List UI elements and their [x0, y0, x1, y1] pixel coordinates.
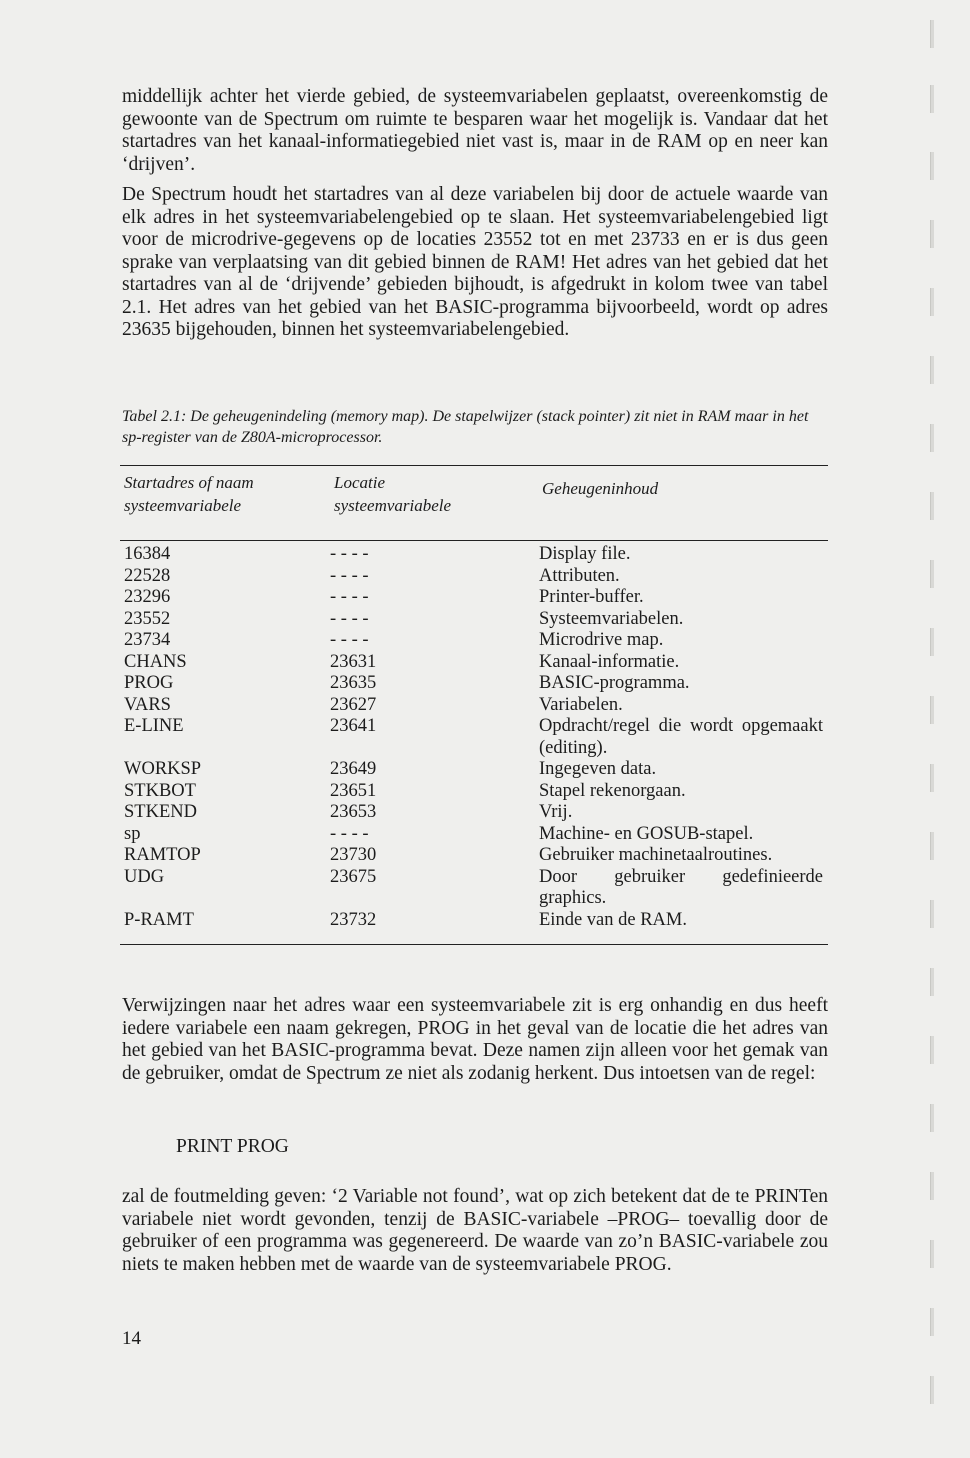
code-example: PRINT PROG: [176, 1136, 289, 1157]
edge-mark: [930, 1036, 934, 1064]
cell-location: 23653: [330, 802, 377, 822]
cell-content: Stapel rekenorgaan.: [539, 780, 686, 801]
paragraph-3: [122, 995, 828, 1085]
paragraph-4-text: zal de foutmelding geven: ‘2 Variable not found’, wat op zich betekent dat de te PRINTen variabele niet wordt gevonden, tenzij de BASIC-variabele –PROG– toevallig door de gebruiker of een programma was gegenereerd. De waarde van zo’n BASIC-variabele zou niets te maken hebben met de waarde van de systeemvariabele PROG.: [122, 1186, 828, 1275]
cell-location: - - - -: [330, 587, 369, 607]
cell-location: - - - -: [330, 608, 369, 629]
cell-location: 23675: [330, 866, 377, 887]
edge-mark: [930, 288, 934, 316]
cell-name: 23552: [124, 608, 171, 629]
cell-content: Opdracht/regel die wordt opgemaakt (editing).: [539, 716, 823, 758]
cell-location: 23649: [330, 759, 377, 779]
table-header-location: [334, 471, 504, 517]
edge-mark: [930, 220, 934, 248]
cell-name: UDG: [124, 866, 165, 887]
cell-location: 23631: [330, 651, 377, 672]
header-line-3: Geheugeninhoud: [542, 479, 659, 498]
cell-name: E-LINE: [124, 716, 184, 736]
cell-content: Variabelen.: [539, 694, 623, 715]
cell-name: STKEND: [124, 802, 197, 822]
table-bottom-rule: [120, 944, 828, 945]
cell-location: - - - -: [330, 565, 369, 586]
cell-name: 22528: [124, 565, 171, 586]
cell-location: - - - -: [330, 823, 369, 844]
cell-name: P-RAMT: [124, 909, 194, 930]
cell-location: 23635: [330, 673, 377, 693]
table-caption: [122, 406, 828, 448]
cell-content: Gebruiker machinetaalroutines.: [539, 845, 773, 865]
page-number: 14: [122, 1328, 141, 1349]
cell-name: 23296: [124, 587, 171, 607]
cell-name: 23734: [124, 630, 171, 650]
paragraph-4: [122, 1186, 828, 1276]
cell-location: 23627: [330, 694, 377, 715]
edge-mark: [930, 1376, 934, 1404]
edge-mark: [930, 492, 934, 520]
paragraph-1-text: middellijk achter het vierde gebied, de systeemvariabelen geplaatst, overeenkomstig de gewoonte van de Spectrum om ruimte te besparen waar het mogelijk is. Vandaar dat het startadres van het kanaal-informatiegebied niet vast is, maar in de RAM op en neer kan ‘drijven’.: [122, 86, 828, 175]
paragraph-2: [122, 184, 828, 342]
table-caption-text: Tabel 2.1: De geheugenindeling (memory map). De stapelwijzer (stack pointer) zit niet in RAM maar in het sp-register van de Z80A-microprocessor.: [122, 408, 809, 446]
cell-name: VARS: [124, 694, 171, 715]
paragraph-2-text: De Spectrum houdt het startadres van al deze variabelen bij door de actuele waarde van elk adres in het systeemvariabelengebied op te slaan. Het systeemvariabelengebied ligt voor de microdrive-gegevens op de locaties 23552 tot en met 23733 en er is dus geen sprake van verplaatsing van dit gebied binnen de RAM! Het adres van het gebied dat het startadres van al de ‘drijvende’ gebieden bijhoudt, is afgedrukt in kolom twee van tabel 2.1. Het adres van het gebied van het BASIC-programma bijvoorbeeld, wordt op adres 23635 bijgehouden, binnen het systeemvariabelengebied.: [122, 184, 828, 340]
table-header-memory-content: [542, 477, 658, 500]
cell-location: 23732: [330, 909, 377, 930]
cell-name: CHANS: [124, 651, 187, 672]
cell-name: PROG: [124, 673, 174, 693]
cell-name: RAMTOP: [124, 845, 201, 865]
header-line-2: Locatie systeemvariabele: [334, 473, 452, 515]
table-header-start-address: [124, 471, 309, 517]
edge-mark: [930, 356, 934, 384]
cell-content: Ingegeven data.: [539, 759, 657, 779]
cell-location: - - - -: [330, 544, 369, 564]
edge-mark: [930, 764, 934, 792]
edge-mark: [930, 1308, 934, 1336]
edge-mark: [930, 628, 934, 656]
cell-content: Vrij.: [539, 802, 573, 822]
edge-mark: [930, 696, 934, 724]
cell-name: sp: [124, 823, 141, 844]
cell-content: Systeemvariabelen.: [539, 608, 684, 629]
edge-mark: [930, 152, 934, 180]
edge-mark: [930, 1172, 934, 1200]
paragraph-3-text: Verwijzingen naar het adres waar een systeemvariabele zit is erg onhandig en dus heeft iedere variabele een naam gekregen, PROG in het geval van de locatie die het adres van het gebied van het BASIC-programma bevat. Deze namen zijn alleen voor het gemak van de gebruiker, omdat de Spectrum ze niet als zodanig herkent. Dus intoetsen van de regel:: [122, 995, 828, 1084]
cell-name: 16384: [124, 544, 171, 564]
cell-content: BASIC-programma.: [539, 673, 690, 693]
edge-mark: [930, 560, 934, 588]
edge-mark: [930, 1240, 934, 1268]
cell-name: WORKSP: [124, 759, 202, 779]
binding-edge-marks: [930, 20, 940, 1420]
cell-location: - - - -: [330, 630, 369, 650]
cell-location: 23641: [330, 716, 377, 736]
edge-mark: [930, 20, 934, 48]
cell-location: 23651: [330, 780, 377, 801]
cell-name: STKBOT: [124, 780, 196, 801]
cell-content: Printer-buffer.: [539, 587, 644, 607]
cell-content: Einde van de RAM.: [539, 909, 687, 930]
header-line-1: Startadres of naam systeemvariabele: [124, 473, 254, 515]
cell-content: Attributen.: [539, 565, 620, 586]
cell-content: Display file.: [539, 544, 631, 564]
edge-mark: [930, 832, 934, 860]
cell-location: 23730: [330, 845, 377, 865]
edge-mark: [930, 900, 934, 928]
cell-content: Machine- en GOSUB-stapel.: [539, 823, 754, 844]
cell-content: Microdrive map.: [539, 630, 664, 650]
table-top-rule: [120, 465, 828, 466]
cell-content: Kanaal-informatie.: [539, 651, 680, 672]
paragraph-1: [122, 86, 828, 176]
cell-content: Door gebruiker gedefinieerde graphics.: [539, 866, 823, 908]
edge-mark: [930, 968, 934, 996]
edge-mark: [930, 424, 934, 452]
edge-mark: [930, 85, 934, 113]
edge-mark: [930, 1104, 934, 1132]
table-header-rule: [120, 540, 828, 541]
